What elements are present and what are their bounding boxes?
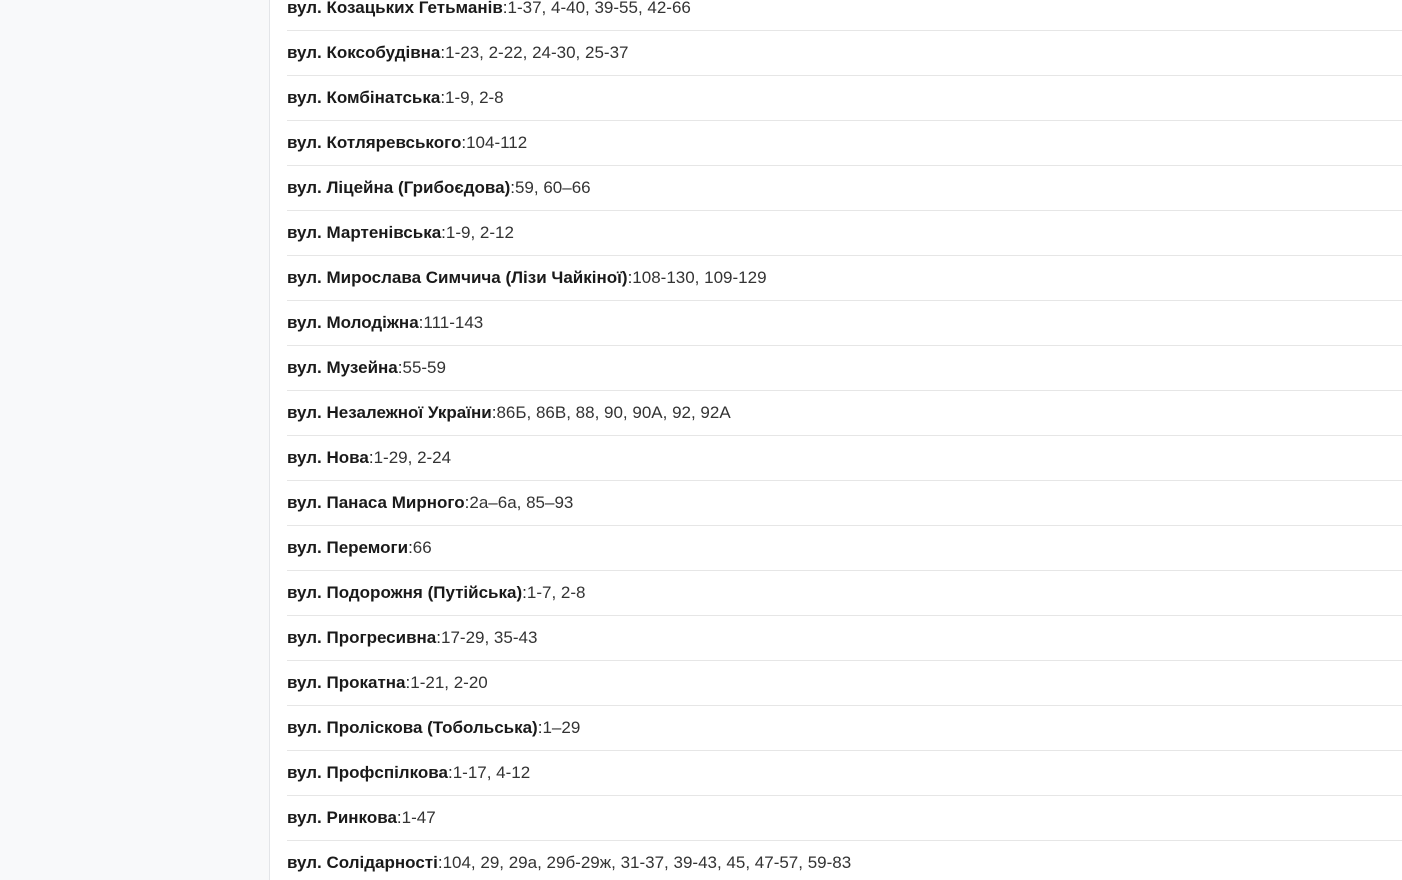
separator: : (440, 43, 446, 62)
house-numbers: 55-59 (402, 358, 446, 377)
separator: : (447, 763, 453, 782)
street-list-content (287, 0, 1402, 880)
house-numbers: 1-29, 2-24 (373, 448, 452, 467)
house-numbers: 104, 29, 29а, 29б-29ж, 31-37, 39-43, 45, 47-57, 59-83 (442, 853, 852, 872)
house-numbers: 1-37, 4-40, 39-55, 42-66 (507, 0, 691, 17)
street-name: вул. Комбінатська (287, 88, 441, 107)
list-item (287, 346, 1402, 391)
list-item (287, 616, 1402, 661)
street-name: вул. Пролiскова (Тобольська) (287, 718, 538, 737)
house-numbers: 1-9, 2-12 (445, 223, 514, 242)
house-numbers: 59, 60–66 (514, 178, 591, 197)
street-name: вул. Подорожня (Путійська) (287, 583, 523, 602)
separator: : (408, 538, 413, 557)
list-item (287, 796, 1402, 841)
street-name: вул. Панаса Мирного (287, 493, 465, 512)
house-numbers: 1–29 (542, 718, 581, 737)
list-item (287, 31, 1402, 76)
separator: : (405, 673, 411, 692)
list-item (287, 391, 1402, 436)
house-numbers: 108-130, 109-129 (632, 268, 767, 287)
street-name: вул. Профспілкова (287, 763, 448, 782)
house-numbers: 86Б, 86В, 88, 90, 90А, 92, 92А (496, 403, 731, 422)
house-numbers: 17-29, 35-43 (441, 628, 538, 647)
street-name: вул. Прогресивна (287, 628, 437, 647)
house-numbers: 2а–6а, 85–93 (469, 493, 574, 512)
list-item (287, 841, 1402, 880)
separator: : (502, 0, 508, 17)
separator: : (522, 583, 527, 602)
street-name: вул. Молодіжна (287, 313, 419, 332)
separator: : (491, 403, 497, 422)
street-name: вул. Мартенівська (287, 223, 442, 242)
list-item (287, 706, 1402, 751)
street-name: вул. Котляревського (287, 133, 462, 152)
separator: : (464, 493, 470, 512)
house-numbers: 66 (412, 538, 432, 557)
street-name: вул. Козацьких Гетьманів (287, 0, 503, 17)
list-item (287, 166, 1402, 211)
separator: : (436, 628, 441, 647)
list-item (287, 211, 1402, 256)
house-numbers: 111-143 (423, 313, 484, 332)
house-numbers: 1-9, 2-8 (445, 88, 504, 107)
separator: : (397, 358, 403, 377)
separator: : (441, 223, 446, 242)
list-item (287, 661, 1402, 706)
separator: : (437, 853, 443, 872)
street-name: вул. Незалежної України (287, 403, 492, 422)
street-name: вул. Ліцейна (Грибоєдова) (287, 178, 511, 197)
street-name: вул. Нова (287, 448, 369, 467)
separator: : (418, 313, 424, 332)
list-item (287, 256, 1402, 301)
house-numbers: 104-112 (466, 133, 528, 152)
street-name: вул. Музейна (287, 358, 398, 377)
street-name: вул. Ринкова (287, 808, 397, 827)
list-item (287, 121, 1402, 166)
separator: : (396, 808, 402, 827)
house-numbers: 1-21, 2-20 (410, 673, 488, 692)
separator: : (537, 718, 543, 737)
list-item (287, 436, 1402, 481)
street-name: вул. Мирослава Симчича (Лізи Чайкіної) (287, 268, 628, 287)
separator: : (510, 178, 515, 197)
street-name: вул. Коксобудівна (287, 43, 441, 62)
street-list (287, 0, 1402, 880)
separator: : (440, 88, 446, 107)
house-numbers: 1-7, 2-8 (526, 583, 586, 602)
separator: : (461, 133, 467, 152)
street-name: вул. Прокатна (287, 673, 406, 692)
left-sidebar (0, 0, 270, 880)
list-item (287, 0, 1402, 31)
house-numbers: 1-47 (401, 808, 436, 827)
street-name: вул. Перемоги (287, 538, 409, 557)
list-item (287, 571, 1402, 616)
street-name: вул. Солідарності (287, 853, 438, 872)
separator: : (368, 448, 374, 467)
list-item (287, 301, 1402, 346)
list-item (287, 751, 1402, 796)
list-item (287, 526, 1402, 571)
list-item (287, 481, 1402, 526)
house-numbers: 1-17, 4-12 (452, 763, 531, 782)
house-numbers: 1-23, 2-22, 24-30, 25-37 (445, 43, 629, 62)
separator: : (627, 268, 633, 287)
list-item (287, 76, 1402, 121)
